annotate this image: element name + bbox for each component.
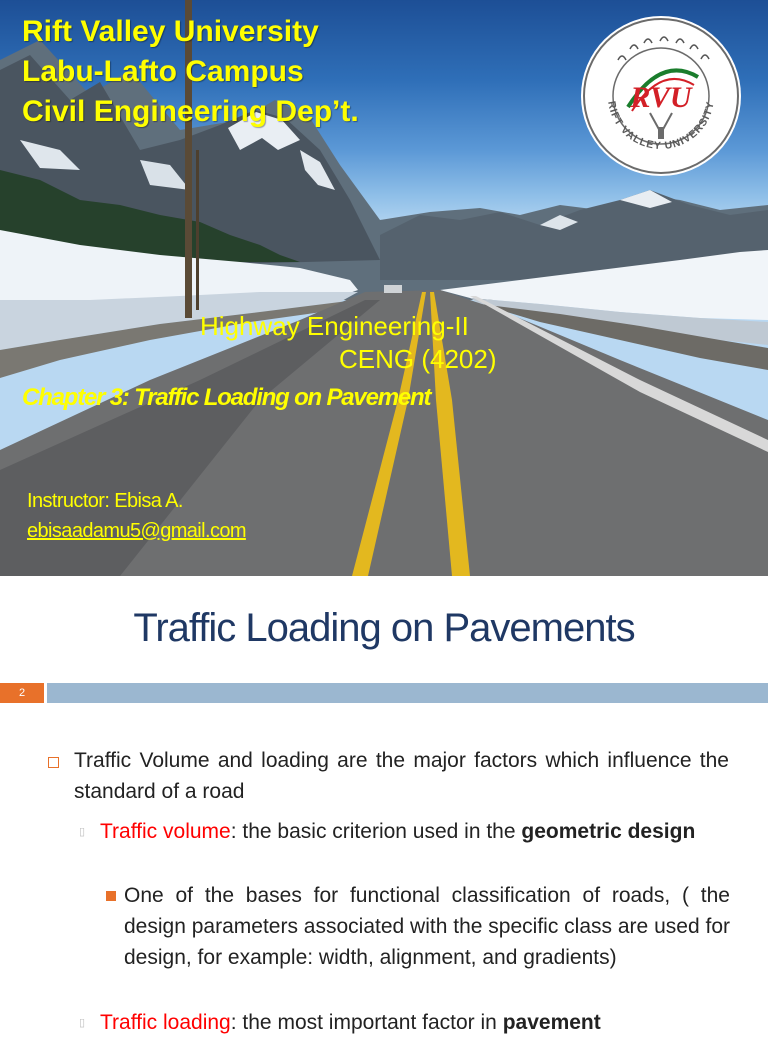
bullet-level3: One of the bases for functional classification of roads, ( the design parameters associated with the specific class are used for design, for example: width, alignment, and gradients) xyxy=(124,884,730,969)
logo-emblem-stand xyxy=(658,127,664,139)
instructor-name: Instructor: Ebisa A. xyxy=(27,490,183,512)
logo-ring-text: RIFT VALLEY UNIVERSITY xyxy=(605,100,717,153)
course-code: CENG (4202) xyxy=(339,344,497,374)
logo-text: RVU xyxy=(630,81,692,114)
slide-title: Traffic Loading on Pavements xyxy=(133,606,635,650)
traffic-volume-term: Traffic volume xyxy=(100,820,231,843)
emphasis-text: geometric design xyxy=(521,820,696,843)
content-slide xyxy=(0,576,768,1034)
bullet-glyph-icon: ▯ xyxy=(79,1017,86,1029)
university-logo xyxy=(580,15,742,177)
car xyxy=(384,285,402,293)
bullet-text: : the most important factor in xyxy=(230,1011,503,1034)
course-title: Highway Engineering-II xyxy=(200,311,469,341)
bullet-level2 xyxy=(100,1007,730,1038)
snow-pole xyxy=(196,150,199,310)
university-name: Rift Valley University xyxy=(22,15,319,48)
traffic-loading-term: Traffic loading xyxy=(100,1011,231,1034)
bullet-text: : the basic criterion used in the xyxy=(230,820,522,843)
bullet-level2 xyxy=(100,816,730,847)
bullet-square-outline-icon xyxy=(48,757,59,768)
page-number-badge: 2 xyxy=(0,683,44,703)
bullet-square-filled-icon xyxy=(106,891,116,901)
bullet-level1: Traffic Volume and loading are the major factors which influence the standard of a road xyxy=(74,749,729,803)
chapter-title: Chapter 3: Traffic Loading on Pavement xyxy=(22,384,431,411)
bullet-glyph-icon: ▯ xyxy=(79,826,86,838)
header-bar xyxy=(47,683,768,703)
campus-name: Labu-Lafto Campus xyxy=(22,55,304,88)
emphasis-text: pavement xyxy=(502,1011,601,1034)
department-name: Civil Engineering Dep’t. xyxy=(22,95,359,128)
instructor-email-link[interactable]: ebisaadamu5@gmail.com xyxy=(27,520,246,542)
